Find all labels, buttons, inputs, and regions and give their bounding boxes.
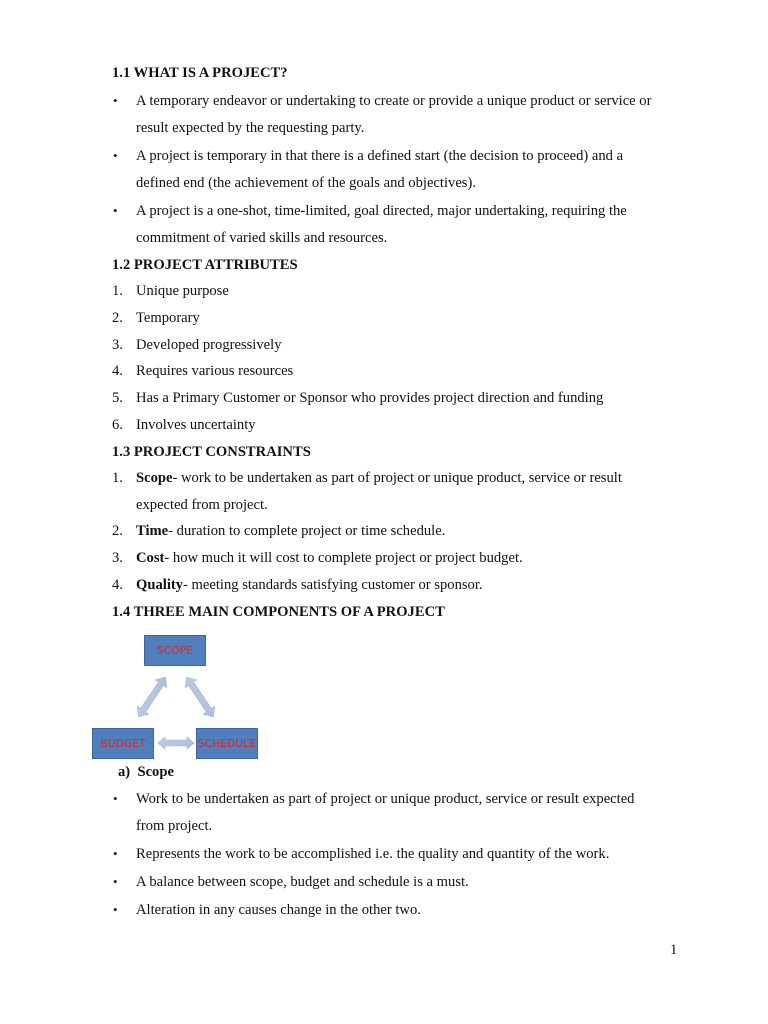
- constraint-item-quality: [136, 575, 483, 595]
- bullet: •: [113, 148, 118, 163]
- bullet: •: [113, 203, 118, 218]
- bullet: •: [113, 874, 118, 889]
- bullet-text: defined end (the achievement of the goals and objectives).: [136, 175, 476, 191]
- constraint-item-cost: [136, 548, 523, 568]
- constraint-term: Time: [136, 523, 169, 539]
- bullet: •: [113, 902, 118, 917]
- list-number: 3.: [112, 550, 123, 566]
- constraint-item-scope: [136, 468, 622, 488]
- list-item: Requires various resources: [136, 363, 294, 379]
- section-heading-project-constraints: 1.3 PROJECT CONSTRAINTS: [112, 444, 311, 460]
- bullet-text: result expected by the requesting party.: [136, 120, 365, 136]
- bullet-text: Alteration in any causes change in the other two.: [136, 902, 421, 918]
- constraint-desc: - duration to complete project or time schedule.: [168, 523, 446, 539]
- constraint-desc-continued: expected from project.: [136, 497, 268, 513]
- bullet-text: Represents the work to be accomplished i.e. the quality and quantity of the work.: [136, 846, 610, 862]
- bullet-text: A project is a one-shot, time-limited, goal directed, major undertaking, requiring the: [136, 203, 627, 219]
- list-item: Unique purpose: [136, 283, 229, 299]
- bullet-text: from project.: [136, 818, 213, 834]
- page-number: 1: [670, 942, 678, 958]
- list-number: 1.: [112, 283, 123, 299]
- bullet-text: Work to be undertaken as part of project or unique product, service or result expected: [136, 791, 635, 807]
- list-number: 3.: [112, 337, 123, 353]
- diagram-box-schedule: SCHEDULE: [196, 728, 258, 759]
- constraint-term: Cost: [136, 550, 165, 566]
- list-number: 5.: [112, 390, 123, 406]
- list-item: Involves uncertainty: [136, 417, 256, 433]
- list-item: Has a Primary Customer or Sponsor who provides project direction and funding: [136, 390, 604, 406]
- bullet: •: [113, 846, 118, 861]
- section-heading-what-is-a-project: 1.1 WHAT IS A PROJECT?: [112, 65, 288, 81]
- section-heading-three-main-components: 1.4 THREE MAIN COMPONENTS OF A PROJECT: [112, 604, 445, 620]
- list-item: Developed progressively: [136, 337, 282, 353]
- bullet-text: A project is temporary in that there is a defined start (the decision to proceed) and a: [136, 148, 624, 164]
- constraint-item-time: [136, 521, 445, 541]
- list-number: 6.: [112, 417, 123, 433]
- list-number: 4.: [112, 577, 123, 593]
- constraint-desc: - how much it will cost to complete project or project budget.: [164, 550, 523, 566]
- double-arrow-icon: [158, 737, 194, 749]
- diagram-box-scope: SCOPE: [144, 635, 206, 666]
- list-number: 1.: [112, 470, 123, 486]
- bullet: •: [113, 93, 118, 108]
- constraint-term: Scope: [136, 470, 173, 486]
- bullet-text: A temporary endeavor or undertaking to create or provide a unique product or service or: [136, 93, 652, 109]
- subsection-heading-scope: a) Scope: [118, 764, 174, 780]
- section-heading-project-attributes: 1.2 PROJECT ATTRIBUTES: [112, 257, 298, 273]
- diagram-box-budget: BUDGET: [92, 728, 154, 759]
- constraint-desc: - meeting standards satisfying customer or sponsor.: [183, 577, 483, 593]
- bullet: •: [113, 791, 118, 806]
- double-arrow-icon: [181, 673, 219, 721]
- double-arrow-icon: [133, 673, 171, 721]
- list-item: Temporary: [136, 310, 200, 326]
- list-number: 2.: [112, 523, 123, 539]
- constraint-term: Quality: [136, 577, 184, 593]
- list-number: 2.: [112, 310, 123, 326]
- bullet-text: commitment of varied skills and resources.: [136, 230, 388, 246]
- constraint-desc: - work to be undertaken as part of project or unique product, service or result: [172, 470, 622, 486]
- bullet-text: A balance between scope, budget and schedule is a must.: [136, 874, 469, 890]
- list-number: 4.: [112, 363, 123, 379]
